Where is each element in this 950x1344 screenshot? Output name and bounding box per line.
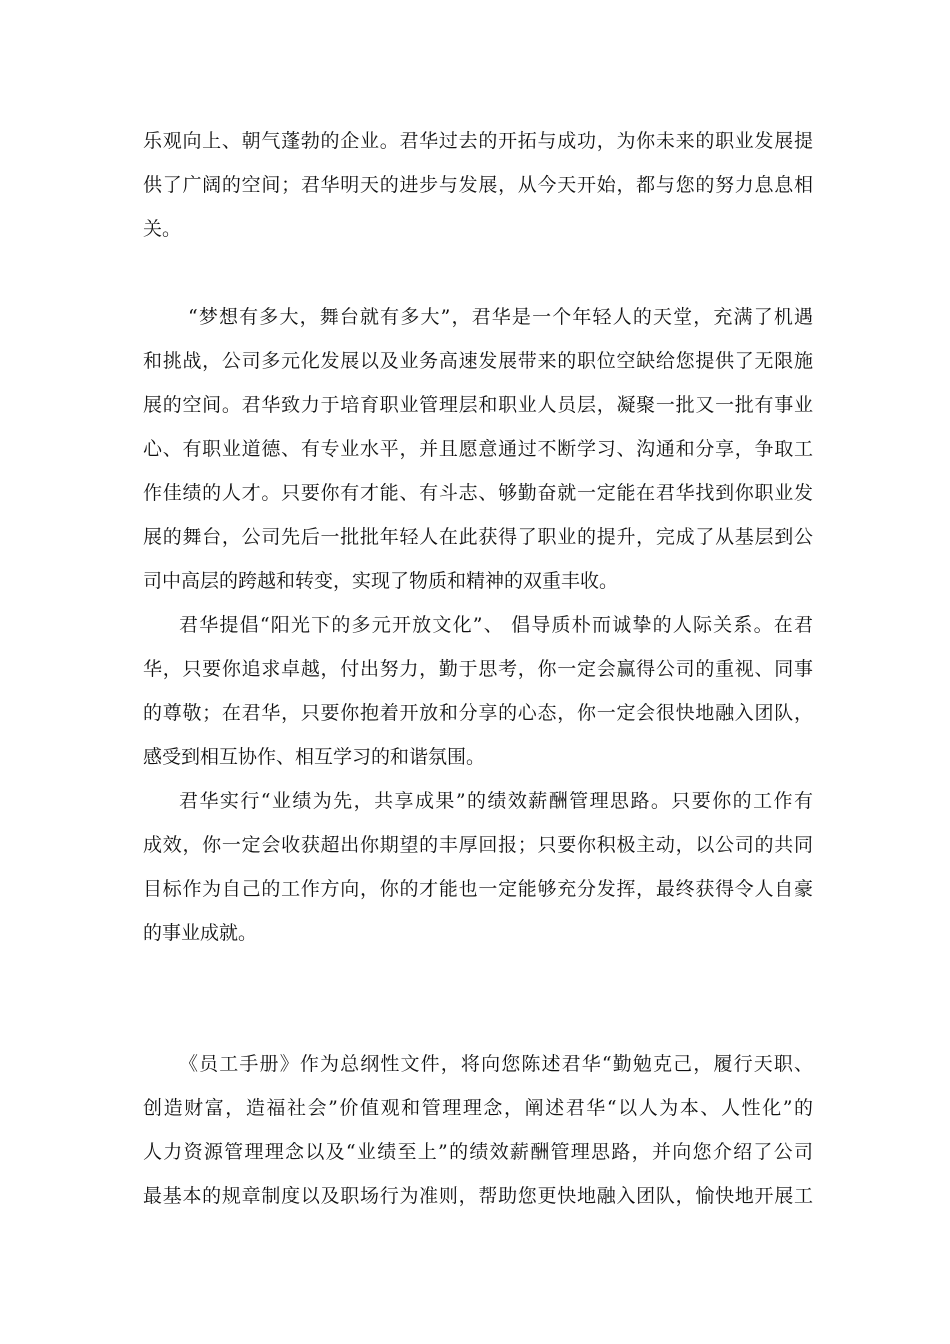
text-line: 君华实行“业绩为先，共享成果”的绩效薪酬管理思路。只要你的工作有 (179, 790, 813, 812)
text-line: 目标作为自己的工作方向，你的才能也一定能够充分发挥，最终获得令人自豪 (143, 878, 813, 900)
text-line: 展的舞台，公司先后一批批年轻人在此获得了职业的提升，完成了从基层到公 (143, 526, 813, 548)
text-line: 作佳绩的人才。只要你有才能、有斗志、够勤奋就一定能在君华找到你职业发 (143, 482, 813, 504)
text-line: 创造财富，造福社会”价值观和管理理念，阐述君华“以人为本、人性化”的 (143, 1097, 813, 1119)
text-line: 君华提倡“阳光下的多元开放文化”、 倡导质朴而诚挚的人际关系。在君 (179, 614, 813, 636)
text-line: 的事业成就。 (143, 922, 258, 944)
text-line: 的尊敬；在君华，只要你抱着开放和分享的心态，你一定会很快地融入团队， (143, 702, 813, 724)
text-line: 司中高层的跨越和转变，实现了物质和精神的双重丰收。 (143, 570, 619, 592)
text-line: 展的空间。君华致力于培育职业管理层和职业人员层，凝聚一批又一批有事业 (143, 394, 813, 416)
text-line: 感受到相互协作、相互学习的和谐氛围。 (143, 746, 486, 768)
text-line: “梦想有多大，舞台就有多大”，君华是一个年轻人的天堂，充满了机遇 (188, 306, 813, 328)
text-line: 心、有职业道德、有专业水平，并且愿意通过不断学习、沟通和分享，争取工 (143, 438, 813, 460)
text-line: 人力资源管理理念以及“业绩至上”的绩效薪酬管理思路，并向您介绍了公司 (143, 1141, 813, 1163)
text-line: 华，只要你追求卓越，付出努力，勤于思考，你一定会赢得公司的重视、同事 (143, 658, 813, 680)
text-line: 供了广阔的空间；君华明天的进步与发展，从今天开始，都与您的努力息息相 (143, 174, 813, 196)
text-line: 和挑战，公司多元化发展以及业务高速发展带来的职位空缺给您提供了无限施 (143, 350, 813, 372)
text-line: 成效，你一定会收获超出你期望的丰厚回报；只要你积极主动，以公司的共同 (143, 834, 813, 856)
text-line: 乐观向上、朝气蓬勃的企业。君华过去的开拓与成功，为你未来的职业发展提 (143, 130, 813, 152)
text-line: 最基本的规章制度以及职场行为准则，帮助您更快地融入团队，愉快地开展工 (143, 1185, 813, 1207)
text-line: 《员工手册》作为总纲性文件，将向您陈述君华“勤勉克己，履行天职、 (179, 1053, 813, 1075)
text-line: 关。 (143, 218, 182, 240)
